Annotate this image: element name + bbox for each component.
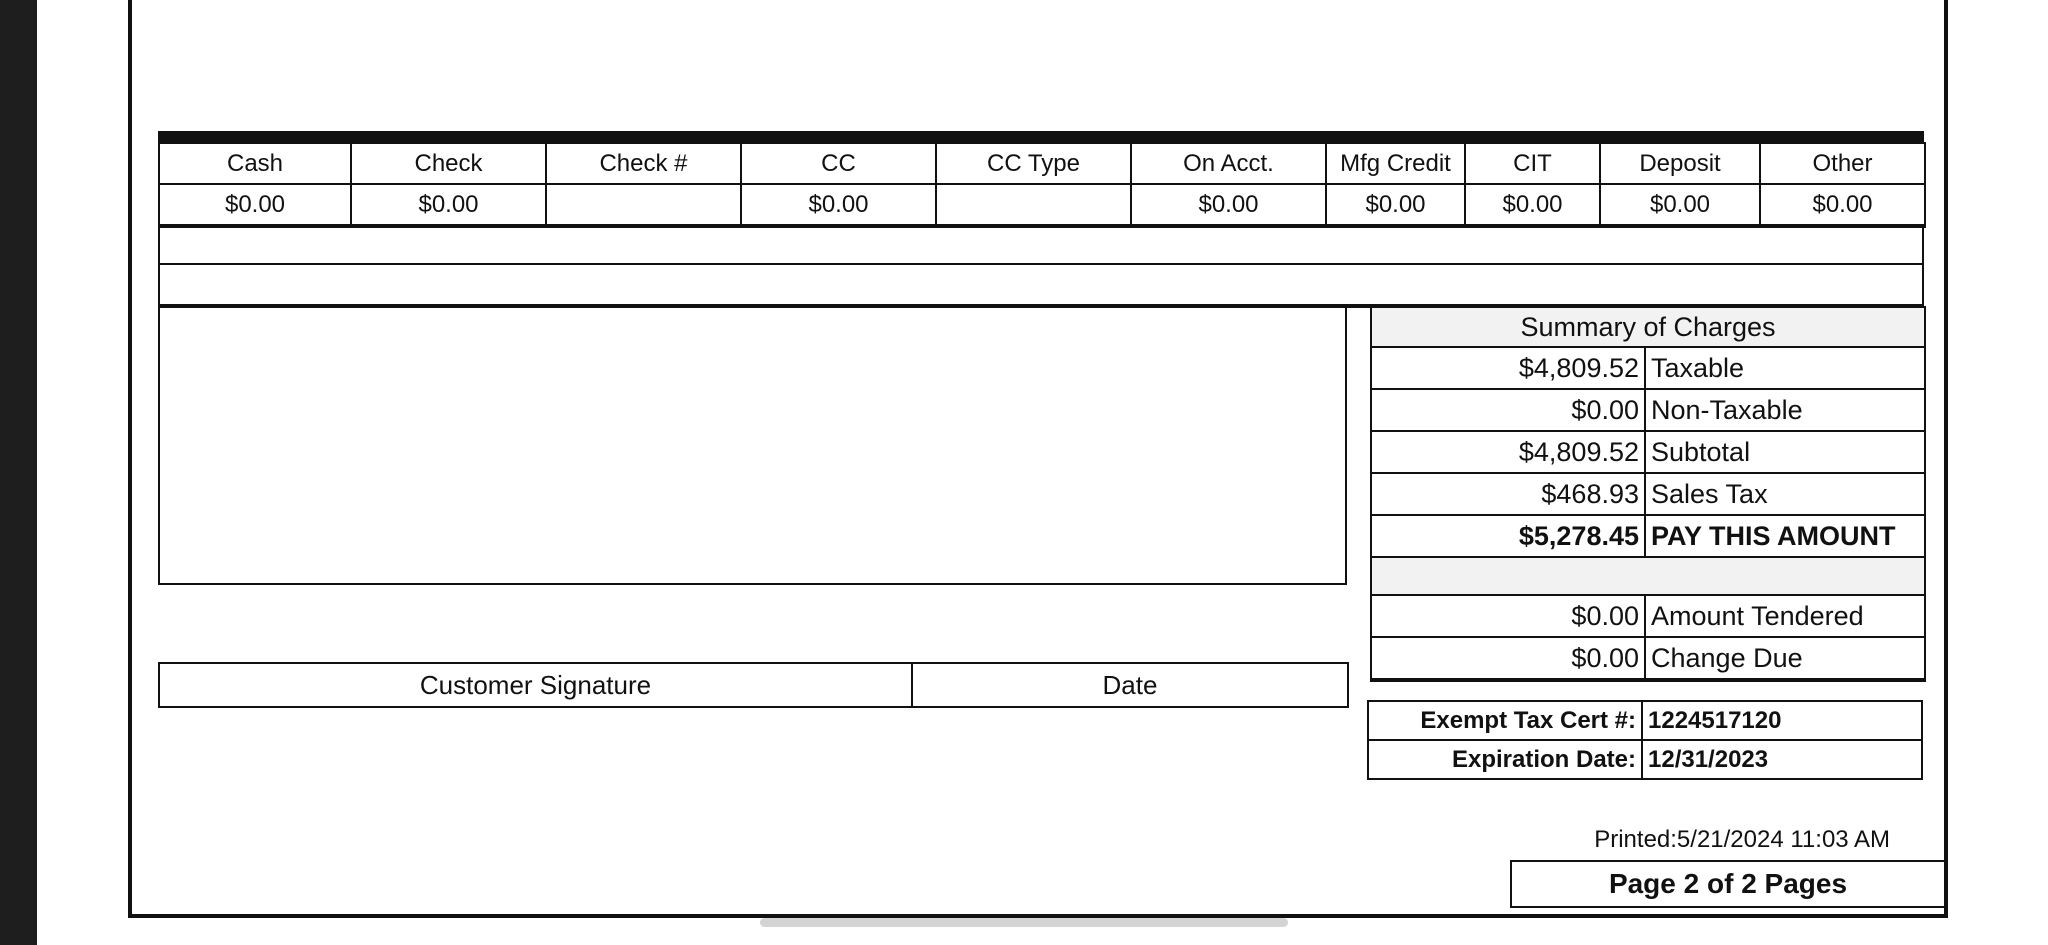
summary-spacer [1371,557,1925,595]
payment-value-cc: $0.00 [741,184,936,226]
summary-spacer-row [1371,557,1925,595]
payment-header-cash: Cash [159,143,351,184]
payment-table [158,142,1926,228]
signature-table [158,662,1349,708]
payment-value-cash: $0.00 [159,184,351,226]
printed-timestamp: Printed:5/21/2024 11:03 AM [1594,826,1890,853]
summary-row-non-taxable [1371,389,1925,431]
exempt-cert-label: Exempt Tax Cert #: [1368,701,1642,740]
summary-row-subtotal [1371,431,1925,473]
payment-header-cc: CC [741,143,936,184]
summary-title-row [1371,307,1925,347]
payment-value-mfg-credit: $0.00 [1326,184,1465,226]
summary-label: Sales Tax [1645,473,1925,515]
summary-amount: $0.00 [1371,637,1645,680]
summary-row-sales-tax [1371,473,1925,515]
summary-amount: $468.93 [1371,473,1645,515]
payment-header-check-number: Check # [546,143,741,184]
blank-row-1 [158,225,1924,265]
page-indicator: Page 2 of 2 Pages [1510,860,1946,908]
summary-of-charges [1370,306,1926,682]
summary-row-pay-this-amount [1371,515,1925,557]
signature-date-label: Date [912,663,1348,707]
payment-header-cit: CIT [1465,143,1600,184]
payment-value-check: $0.00 [351,184,546,226]
summary-row-taxable [1371,347,1925,389]
payment-value-deposit: $0.00 [1600,184,1760,226]
summary-label: Change Due [1645,637,1925,680]
exempt-expiration-row [1368,740,1922,779]
payment-header-deposit: Deposit [1600,143,1760,184]
notes-box [158,306,1347,585]
summary-amount: $4,809.52 [1371,347,1645,389]
payment-header-cc-type: CC Type [936,143,1131,184]
summary-label: Non-Taxable [1645,389,1925,431]
payment-value-check-number [546,184,741,226]
expiration-date-value: 12/31/2023 [1642,740,1922,779]
summary-label: Subtotal [1645,431,1925,473]
payment-header-row [159,143,1925,184]
payment-value-on-acct: $0.00 [1131,184,1326,226]
expiration-date-label: Expiration Date: [1368,740,1642,779]
exempt-cert-value: 1224517120 [1642,701,1922,740]
summary-label: Taxable [1645,347,1925,389]
viewer-left-strip [0,0,37,945]
payment-value-cit: $0.00 [1465,184,1600,226]
exempt-cert-row [1368,701,1922,740]
payment-header-mfg-credit: Mfg Credit [1326,143,1465,184]
blank-row-2 [158,263,1924,308]
payment-value-cc-type [936,184,1131,226]
horizontal-scrollbar[interactable] [760,918,1288,927]
payment-value-other: $0.00 [1760,184,1925,226]
customer-signature-label: Customer Signature [159,663,912,707]
payment-value-row [159,184,1925,226]
summary-amount: $0.00 [1371,595,1645,637]
summary-amount: $4,809.52 [1371,431,1645,473]
payment-header-other: Other [1760,143,1925,184]
signature-row [159,663,1348,707]
summary-row-amount-tendered [1371,595,1925,637]
summary-amount: $5,278.45 [1371,515,1645,557]
summary-label: PAY THIS AMOUNT [1645,515,1925,557]
summary-label: Amount Tendered [1645,595,1925,637]
payment-header-check: Check [351,143,546,184]
summary-amount: $0.00 [1371,389,1645,431]
summary-row-change-due [1371,637,1925,680]
summary-title: Summary of Charges [1371,307,1925,347]
divider-line [1347,306,1371,308]
payment-header-on-acct: On Acct. [1131,143,1326,184]
exempt-tax-table [1367,700,1923,780]
